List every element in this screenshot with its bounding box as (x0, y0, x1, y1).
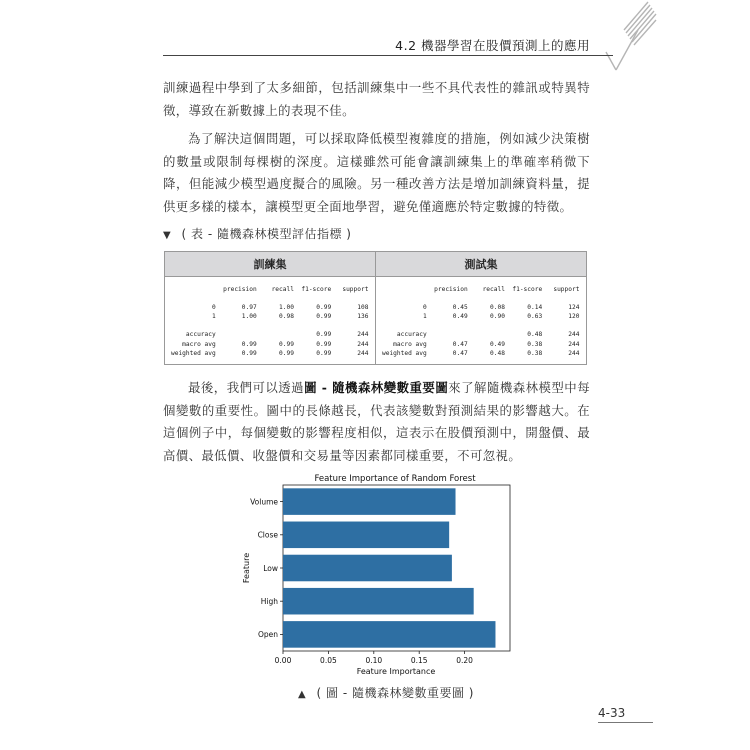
y-tick-label: Volume (250, 497, 278, 507)
train-set-header: 訓練集 (165, 252, 376, 277)
feature-importance-chart (230, 468, 530, 678)
x-tick-label: 0.10 (365, 656, 383, 665)
figure-caption-text: ( 圖 - 隨機森林變數重要圖 ) (316, 686, 474, 700)
paragraph-1 (163, 77, 590, 122)
classification-report-table (164, 251, 587, 365)
y-tick-label: Open (257, 630, 278, 640)
bar-volume (283, 488, 456, 515)
x-tick-label: 0.05 (320, 656, 337, 665)
chart-svg (230, 468, 530, 678)
paragraph-3 (163, 377, 590, 467)
paragraph-2-text: 為了解決這個問題，可以採取降低模型複雜度的措施，例如減少決策樹的數量或限制每棵樹的深度。這樣雖然可能會讓訓練集上的準確率稍微下降，但能減少模型過度擬合的風險。另一種改善方法是增加訓練資料量，提供更多樣的樣本，讓模型更全面地學習，避免僅適應於特定數據的特徵。 (163, 131, 590, 214)
chart-title: Feature Importance of Random Forest (314, 474, 476, 484)
train-report-cell (165, 277, 376, 365)
x-axis-label: Feature Importance (356, 667, 436, 676)
running-header: 4.2 機器學習在股價預測上的應用 (395, 38, 590, 53)
y-tick-label: Close (257, 530, 278, 540)
x-tick-label: 0.00 (274, 656, 292, 665)
test-set-header: 測試集 (376, 252, 587, 277)
bar-open (283, 621, 495, 648)
figure-caption (298, 684, 474, 701)
paragraph-3-before: 最後，我們可以透過 (188, 380, 305, 395)
train-report-text: precision recall f1-score support 0 0.97 1.00 0.99 108 1 1.00 0.98 0.99 136 accuracy 0.99 244 macro avg 0.99 0.99 0.99 244 weighted avg 0.99 0.99 0.99 244 (171, 286, 369, 357)
paragraph-1-text: 訓練過程中學到了太多細節，包括訓練集中一些不具代表性的雜訊或特異特徵，導致在新數據上的表現不佳。 (163, 80, 590, 118)
y-tick-label: High (260, 597, 278, 606)
page-number-rule (598, 722, 653, 723)
x-tick-label: 0.20 (456, 656, 473, 665)
y-tick-label: Low (263, 563, 278, 573)
bar-close (283, 522, 449, 549)
figure-reference: 圖 - 隨機森林變數重要圖 (304, 380, 449, 395)
table-caption-text: ( 表 - 隨機森林模型評估指標 ) (181, 227, 352, 241)
table-caption (163, 225, 351, 242)
bar-high (283, 588, 474, 615)
header-rule (163, 55, 613, 56)
down-triangle-icon: ▼ (163, 230, 172, 241)
page-number: 4-33 (598, 706, 626, 720)
paragraph-3-after: 來了解隨機森林模型中每個變數的重要性。圖中的長條越長，代表該變數對預測結果的影響越大。在這個例子中，每個變數的影響程度相似，這表示在股價預測中，開盤價、最高價、最低價、收盤價和交易量等因素都同樣重要，不可忽視。 (163, 380, 590, 463)
bar-low (283, 555, 452, 582)
test-report-text: precision recall f1-score support 0 0.45 0.08 0.14 124 1 0.49 0.90 0.63 120 accuracy 0.48 244 macro avg 0.47 0.49 0.38 244 weighted avg 0.47 0.48 0.38 244 (382, 286, 580, 357)
corner-decoration (598, 0, 658, 75)
up-triangle-icon: ▲ (298, 689, 307, 700)
test-report-cell (376, 277, 587, 365)
x-tick-label: 0.15 (410, 656, 428, 665)
paragraph-3-text (163, 377, 590, 467)
y-axis-label: Feature (242, 552, 251, 584)
paragraph-2 (163, 128, 590, 218)
